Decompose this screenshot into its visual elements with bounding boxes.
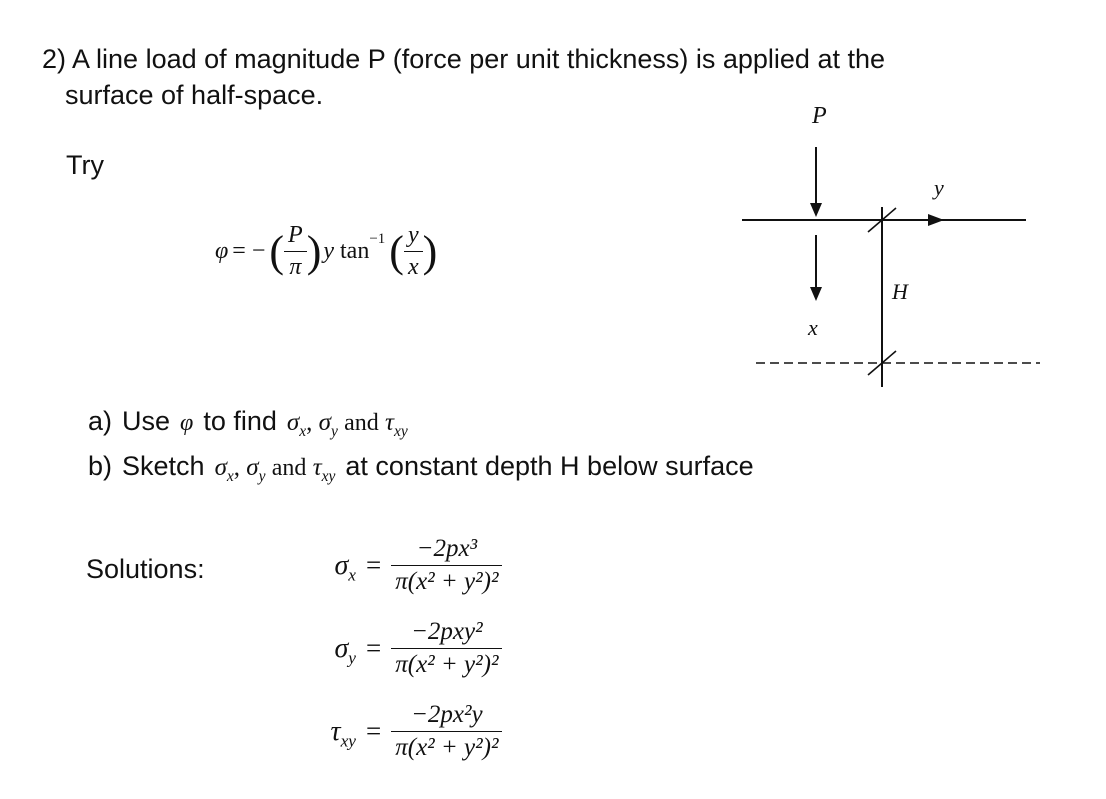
- try-label: Try: [66, 150, 104, 180]
- y-axis-arrowhead: [928, 214, 944, 226]
- sigma-x-denominator: π(x² + y²)²: [395, 568, 499, 595]
- part-a-to-find: to find: [203, 406, 277, 436]
- tan-text: tan: [340, 238, 370, 264]
- part-a-use: Use: [122, 406, 171, 436]
- axis-label-x: x: [808, 315, 818, 340]
- solutions-label: Solutions:: [86, 554, 205, 584]
- sigma-y-numerator: −2pxy²: [391, 618, 502, 649]
- sigma-x-numerator: −2px³: [391, 535, 502, 566]
- solution-tau-xy: $\tau_{xy}$ = $\frac{\text{−2px²y}}{\text{π(x² + y²)²}}$: [300, 701, 502, 762]
- tau-xy-denominator: π(x² + y²)²: [395, 734, 499, 761]
- depth-label-h: H: [892, 279, 908, 304]
- part-b-rest: at constant depth H below surface: [345, 451, 754, 481]
- phi-symbol: φ: [215, 238, 229, 264]
- solution-sigma-x: $\sigma_x$ = $\frac{\text{−2px³}}{\text{π(x² + y²)²}}$: [300, 535, 502, 596]
- problem-line-2: surface of half-space.: [65, 80, 324, 110]
- part-b: [88, 451, 754, 485]
- problem-line-1: 2) A line load of magnitude P (force per unit thickness) is applied at the: [42, 44, 885, 74]
- tan-exponent: −1: [369, 231, 386, 247]
- phi-equation: φ = − ( $\frac{P}{\pi}$ ) y tan −1 ( $\frac{y}{x}$ ): [215, 222, 438, 280]
- part-a-phi: φ: [180, 410, 194, 436]
- part-a-stress-list: $\sigma_x$, $\sigma_y$ and $\tau_{xy}$: [286, 409, 408, 440]
- part-a-prefix: a): [88, 406, 113, 436]
- load-label-p: P: [812, 103, 827, 129]
- y-over-x: $\frac{y}{x}$: [404, 222, 423, 281]
- solution-sigma-y: $\sigma_y$ = $\frac{\text{−2pxy²}}{\text{π(x² + y²)²}}$: [300, 618, 502, 679]
- equals-minus: = −: [232, 238, 266, 264]
- part-b-stress-list: $\sigma_x$, $\sigma_y$ and $\tau_{xy}$: [214, 454, 336, 485]
- part-a: [88, 406, 408, 440]
- half-space-diagram: [730, 95, 1050, 405]
- phi-y: y: [323, 238, 334, 264]
- part-b-sketch: Sketch: [122, 451, 205, 481]
- axis-label-y: y: [934, 175, 944, 200]
- part-b-prefix: b): [88, 451, 113, 481]
- p-over-pi: $\frac{P}{\pi}$: [284, 222, 307, 281]
- sigma-y-denominator: π(x² + y²)²: [395, 651, 499, 678]
- tau-xy-numerator: −2px²y: [391, 701, 502, 732]
